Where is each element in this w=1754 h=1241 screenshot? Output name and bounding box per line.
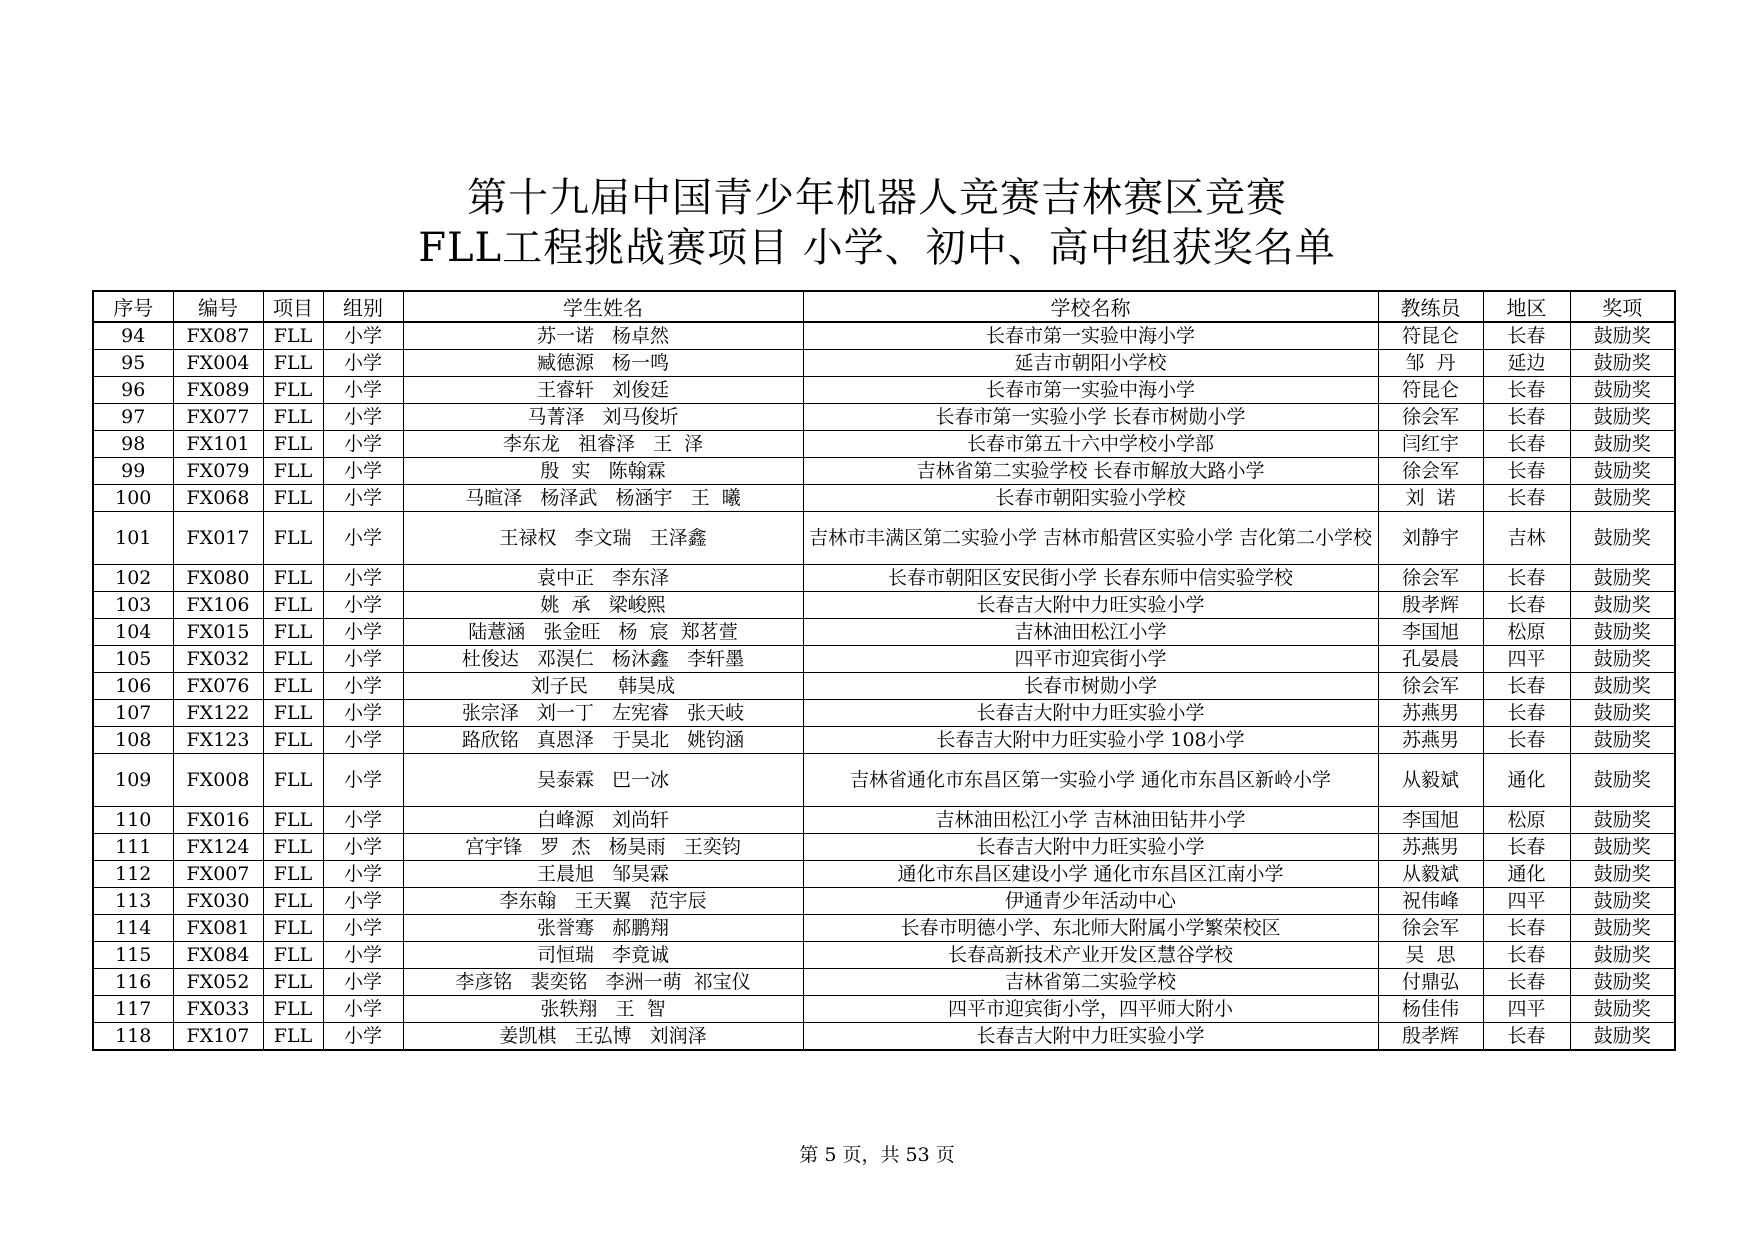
cell-region: 四平 [1483,888,1570,915]
cell-school: 吉林市丰满区第二实验小学 吉林市船营区实验小学 吉化第二小学校 [803,512,1378,565]
cell-index: 95 [93,350,173,377]
cell-award: 鼓励奖 [1570,996,1675,1023]
cell-region: 松原 [1483,619,1570,646]
cell-coach: 符昆仑 [1378,377,1483,404]
cell-award: 鼓励奖 [1570,861,1675,888]
table-row [93,754,1675,807]
cell-students: 李彦铭 裴奕铭 李洲一萌 祁宝仪 [403,969,803,996]
cell-school: 四平市迎宾街小学，四平师大附小 [803,996,1378,1023]
cell-students: 王晨旭 邹昊霖 [403,861,803,888]
cell-coach: 刘 诺 [1378,485,1483,512]
cell-group: 小学 [323,431,403,458]
cell-award: 鼓励奖 [1570,350,1675,377]
cell-coach: 徐会军 [1378,915,1483,942]
cell-region: 吉林 [1483,512,1570,565]
table-row [93,942,1675,969]
cell-project: FLL [263,350,323,377]
cell-group: 小学 [323,377,403,404]
cell-code: FX089 [173,377,263,404]
cell-group: 小学 [323,322,403,350]
cell-school: 长春吉大附中力旺实验小学 [803,700,1378,727]
cell-award: 鼓励奖 [1570,592,1675,619]
cell-students: 王睿轩 刘俊廷 [403,377,803,404]
cell-group: 小学 [323,592,403,619]
cell-group: 小学 [323,458,403,485]
cell-index: 100 [93,485,173,512]
cell-award: 鼓励奖 [1570,322,1675,350]
cell-index: 118 [93,1023,173,1051]
table-row [93,565,1675,592]
cell-code: FX087 [173,322,263,350]
table-body [93,322,1675,1050]
cell-coach: 徐会军 [1378,565,1483,592]
cell-coach: 付鼎弘 [1378,969,1483,996]
cell-students: 李东龙 祖睿泽 王 泽 [403,431,803,458]
cell-students: 姜凯棋 王弘博 刘润泽 [403,1023,803,1051]
cell-group: 小学 [323,700,403,727]
cell-project: FLL [263,942,323,969]
cell-region: 长春 [1483,915,1570,942]
cell-group: 小学 [323,404,403,431]
cell-award: 鼓励奖 [1570,969,1675,996]
cell-group: 小学 [323,485,403,512]
cell-students: 马暄泽 杨泽武 杨涵宇 王 曦 [403,485,803,512]
cell-coach: 殷孝辉 [1378,592,1483,619]
cell-region: 通化 [1483,754,1570,807]
cell-code: FX068 [173,485,263,512]
table-row [93,404,1675,431]
cell-school: 延吉市朝阳小学校 [803,350,1378,377]
header-code: 编号 [173,291,263,322]
cell-award: 鼓励奖 [1570,942,1675,969]
header-region: 地区 [1483,291,1570,322]
cell-school: 长春市朝阳实验小学校 [803,485,1378,512]
cell-students: 殷 实 陈翰霖 [403,458,803,485]
cell-code: FX081 [173,915,263,942]
table-row [93,619,1675,646]
table-row [93,700,1675,727]
cell-region: 长春 [1483,834,1570,861]
cell-coach: 从毅斌 [1378,754,1483,807]
table-row [93,861,1675,888]
table-row [93,834,1675,861]
table-row [93,322,1675,350]
cell-school: 通化市东昌区建设小学 通化市东昌区江南小学 [803,861,1378,888]
cell-students: 臧德源 杨一鸣 [403,350,803,377]
cell-group: 小学 [323,754,403,807]
cell-region: 长春 [1483,673,1570,700]
cell-students: 刘子民 韩昊成 [403,673,803,700]
cell-index: 114 [93,915,173,942]
cell-project: FLL [263,754,323,807]
cell-students: 袁中正 李东泽 [403,565,803,592]
cell-code: FX033 [173,996,263,1023]
cell-project: FLL [263,727,323,754]
cell-award: 鼓励奖 [1570,431,1675,458]
cell-school: 长春市朝阳区安民街小学 长春东师中信实验学校 [803,565,1378,592]
cell-school: 长春吉大附中力旺实验小学 [803,834,1378,861]
cell-region: 长春 [1483,700,1570,727]
cell-award: 鼓励奖 [1570,619,1675,646]
cell-coach: 苏燕男 [1378,834,1483,861]
header-school: 学校名称 [803,291,1378,322]
cell-award: 鼓励奖 [1570,565,1675,592]
cell-school: 长春吉大附中力旺实验小学 [803,592,1378,619]
cell-project: FLL [263,915,323,942]
cell-index: 115 [93,942,173,969]
cell-group: 小学 [323,350,403,377]
cell-project: FLL [263,996,323,1023]
table-row [93,969,1675,996]
cell-group: 小学 [323,861,403,888]
cell-code: FX080 [173,565,263,592]
cell-region: 长春 [1483,565,1570,592]
cell-award: 鼓励奖 [1570,377,1675,404]
cell-award: 鼓励奖 [1570,404,1675,431]
cell-project: FLL [263,512,323,565]
cell-school: 四平市迎宾街小学 [803,646,1378,673]
cell-index: 116 [93,969,173,996]
cell-award: 鼓励奖 [1570,1023,1675,1051]
cell-region: 四平 [1483,646,1570,673]
cell-code: FX030 [173,888,263,915]
cell-school: 长春市树勋小学 [803,673,1378,700]
cell-project: FLL [263,646,323,673]
table-row [93,431,1675,458]
cell-region: 长春 [1483,458,1570,485]
cell-coach: 邹 丹 [1378,350,1483,377]
table-row [93,646,1675,673]
cell-index: 101 [93,512,173,565]
cell-group: 小学 [323,727,403,754]
cell-award: 鼓励奖 [1570,888,1675,915]
table-row [93,512,1675,565]
table-row [93,350,1675,377]
cell-coach: 徐会军 [1378,673,1483,700]
table-row [93,485,1675,512]
cell-award: 鼓励奖 [1570,915,1675,942]
document-title-line1: 第十九届中国青少年机器人竞赛吉林赛区竞赛 [467,175,1287,221]
cell-coach: 徐会军 [1378,404,1483,431]
page-number: 第 5 页，共 53 页 [799,1144,955,1166]
cell-students: 张誉骞 郝鹏翔 [403,915,803,942]
table-header-row [93,291,1675,322]
cell-project: FLL [263,565,323,592]
cell-index: 94 [93,322,173,350]
cell-region: 长春 [1483,942,1570,969]
cell-school: 长春市明德小学、东北师大附属小学繁荣校区 [803,915,1378,942]
cell-students: 苏一诺 杨卓然 [403,322,803,350]
header-group: 组别 [323,291,403,322]
cell-project: FLL [263,1023,323,1051]
cell-index: 108 [93,727,173,754]
cell-students: 张宗泽 刘一丁 左宪睿 张天岐 [403,700,803,727]
cell-region: 通化 [1483,861,1570,888]
cell-students: 李东翰 王天翼 范宇辰 [403,888,803,915]
cell-school: 吉林油田松江小学 吉林油田钻井小学 [803,807,1378,834]
cell-coach: 孔晏晨 [1378,646,1483,673]
cell-code: FX101 [173,431,263,458]
cell-code: FX106 [173,592,263,619]
cell-coach: 吴 思 [1378,942,1483,969]
cell-code: FX015 [173,619,263,646]
cell-students: 路欣铭 真恩泽 于昊北 姚钧涵 [403,727,803,754]
cell-code: FX124 [173,834,263,861]
cell-school: 长春高新技术产业开发区慧谷学校 [803,942,1378,969]
cell-project: FLL [263,485,323,512]
header-students: 学生姓名 [403,291,803,322]
cell-code: FX107 [173,1023,263,1051]
cell-coach: 符昆仑 [1378,322,1483,350]
cell-project: FLL [263,458,323,485]
cell-coach: 殷孝辉 [1378,1023,1483,1051]
cell-index: 110 [93,807,173,834]
cell-group: 小学 [323,969,403,996]
cell-index: 117 [93,996,173,1023]
cell-index: 113 [93,888,173,915]
cell-code: FX076 [173,673,263,700]
cell-group: 小学 [323,673,403,700]
cell-coach: 杨佳伟 [1378,996,1483,1023]
cell-project: FLL [263,807,323,834]
cell-region: 松原 [1483,807,1570,834]
cell-coach: 祝伟峰 [1378,888,1483,915]
table-row [93,807,1675,834]
cell-students: 王禄权 李文瑞 王泽鑫 [403,512,803,565]
cell-students: 马菁泽 刘马俊圻 [403,404,803,431]
cell-region: 延边 [1483,350,1570,377]
cell-code: FX004 [173,350,263,377]
table-row [93,996,1675,1023]
table-row [93,458,1675,485]
cell-group: 小学 [323,565,403,592]
cell-index: 103 [93,592,173,619]
cell-group: 小学 [323,619,403,646]
cell-award: 鼓励奖 [1570,727,1675,754]
cell-project: FLL [263,377,323,404]
cell-award: 鼓励奖 [1570,700,1675,727]
award-list-table [92,290,1676,1051]
cell-region: 长春 [1483,1023,1570,1051]
cell-group: 小学 [323,512,403,565]
cell-region: 长春 [1483,322,1570,350]
cell-school: 吉林省第二实验学校 [803,969,1378,996]
cell-code: FX016 [173,807,263,834]
cell-school: 长春市第一实验中海小学 [803,322,1378,350]
cell-index: 107 [93,700,173,727]
cell-project: FLL [263,592,323,619]
cell-index: 111 [93,834,173,861]
cell-group: 小学 [323,1023,403,1051]
cell-code: FX077 [173,404,263,431]
cell-project: FLL [263,969,323,996]
cell-code: FX122 [173,700,263,727]
cell-award: 鼓励奖 [1570,512,1675,565]
cell-region: 四平 [1483,996,1570,1023]
cell-group: 小学 [323,834,403,861]
cell-coach: 李国旭 [1378,619,1483,646]
cell-students: 姚 承 梁峻熙 [403,592,803,619]
cell-region: 长春 [1483,377,1570,404]
header-coach: 教练员 [1378,291,1483,322]
cell-index: 105 [93,646,173,673]
cell-project: FLL [263,619,323,646]
cell-code: FX084 [173,942,263,969]
header-award: 奖项 [1570,291,1675,322]
cell-coach: 苏燕男 [1378,727,1483,754]
cell-award: 鼓励奖 [1570,458,1675,485]
cell-project: FLL [263,673,323,700]
cell-code: FX079 [173,458,263,485]
cell-project: FLL [263,834,323,861]
header-index: 序号 [93,291,173,322]
cell-students: 杜俊达 邓淏仁 杨沐鑫 李轩墨 [403,646,803,673]
cell-code: FX007 [173,861,263,888]
cell-award: 鼓励奖 [1570,754,1675,807]
cell-students: 吴泰霖 巴一冰 [403,754,803,807]
cell-coach: 苏燕男 [1378,700,1483,727]
cell-code: FX032 [173,646,263,673]
cell-school: 吉林油田松江小学 [803,619,1378,646]
cell-index: 112 [93,861,173,888]
cell-award: 鼓励奖 [1570,485,1675,512]
cell-coach: 刘静宇 [1378,512,1483,565]
cell-region: 长春 [1483,727,1570,754]
cell-index: 97 [93,404,173,431]
cell-school: 长春吉大附中力旺实验小学 [803,1023,1378,1051]
cell-group: 小学 [323,996,403,1023]
header-project: 项目 [263,291,323,322]
cell-award: 鼓励奖 [1570,673,1675,700]
cell-students: 司恒瑞 李竟诚 [403,942,803,969]
cell-school: 长春吉大附中力旺实验小学 108小学 [803,727,1378,754]
cell-award: 鼓励奖 [1570,807,1675,834]
table-row [93,592,1675,619]
cell-project: FLL [263,700,323,727]
cell-school: 长春市第一实验小学 长春市树勋小学 [803,404,1378,431]
cell-index: 106 [93,673,173,700]
cell-project: FLL [263,861,323,888]
cell-group: 小学 [323,807,403,834]
cell-school: 长春市第五十六中学校小学部 [803,431,1378,458]
cell-region: 长春 [1483,592,1570,619]
cell-project: FLL [263,431,323,458]
cell-region: 长春 [1483,431,1570,458]
cell-region: 长春 [1483,485,1570,512]
cell-students: 宫宇锋 罗 杰 杨昊雨 王奕钧 [403,834,803,861]
table-row [93,915,1675,942]
cell-school: 吉林省第二实验学校 长春市解放大路小学 [803,458,1378,485]
cell-code: FX017 [173,512,263,565]
cell-index: 109 [93,754,173,807]
table-row [93,377,1675,404]
cell-school: 长春市第一实验中海小学 [803,377,1378,404]
cell-group: 小学 [323,915,403,942]
cell-index: 99 [93,458,173,485]
cell-code: FX008 [173,754,263,807]
table-row [93,673,1675,700]
cell-students: 陆薏涵 张金旺 杨 宸 郑茗萱 [403,619,803,646]
cell-project: FLL [263,322,323,350]
cell-index: 96 [93,377,173,404]
cell-students: 张轶翔 王 智 [403,996,803,1023]
cell-group: 小学 [323,646,403,673]
cell-coach: 闫红宇 [1378,431,1483,458]
cell-region: 长春 [1483,404,1570,431]
cell-index: 104 [93,619,173,646]
cell-code: FX123 [173,727,263,754]
cell-region: 长春 [1483,969,1570,996]
table-row [93,888,1675,915]
cell-project: FLL [263,404,323,431]
cell-school: 吉林省通化市东昌区第一实验小学 通化市东昌区新岭小学 [803,754,1378,807]
cell-coach: 从毅斌 [1378,861,1483,888]
cell-award: 鼓励奖 [1570,646,1675,673]
cell-project: FLL [263,888,323,915]
cell-group: 小学 [323,942,403,969]
table-row [93,727,1675,754]
cell-award: 鼓励奖 [1570,834,1675,861]
cell-index: 102 [93,565,173,592]
document-title-line2: FLL工程挑战赛项目 小学、初中、高中组获奖名单 [418,225,1336,271]
cell-group: 小学 [323,888,403,915]
cell-students: 白峰源 刘尚轩 [403,807,803,834]
cell-coach: 李国旭 [1378,807,1483,834]
table-row [93,1023,1675,1051]
cell-index: 98 [93,431,173,458]
cell-code: FX052 [173,969,263,996]
cell-coach: 徐会军 [1378,458,1483,485]
cell-school: 伊通青少年活动中心 [803,888,1378,915]
